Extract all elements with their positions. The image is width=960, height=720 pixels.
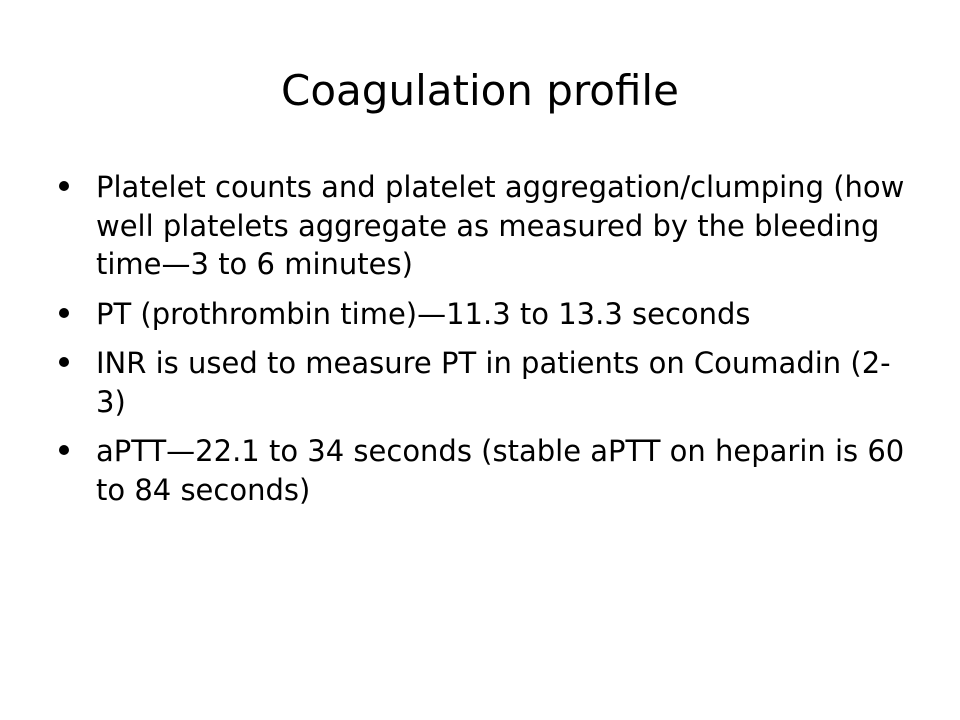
bullet-list bbox=[96, 168, 906, 520]
bullet-item-platelets bbox=[96, 168, 906, 284]
bullet-dot-icon bbox=[59, 308, 69, 318]
bullet-dot-icon bbox=[59, 357, 69, 367]
bullet-dot-icon bbox=[59, 445, 69, 455]
bullet-item-inr bbox=[96, 344, 906, 421]
bullet-dot-icon bbox=[59, 181, 69, 191]
bullet-item-aptt bbox=[96, 432, 906, 509]
bullet-item-pt bbox=[96, 295, 906, 334]
bullet-text: aPTT—22.1 to 34 seconds (stable aPTT on heparin is 60 to 84 seconds) bbox=[96, 434, 905, 507]
slide-title: Coagulation profile bbox=[281, 66, 679, 115]
bullet-text: PT (prothrombin time)—11.3 to 13.3 seconds bbox=[96, 296, 751, 331]
bullet-text: INR is used to measure PT in patients on Coumadin (2-3) bbox=[96, 346, 891, 419]
bullet-text: Platelet counts and platelet aggregation/clumping (how well platelets aggregate as measured by the bleeding time—3 to 6 minutes) bbox=[96, 170, 905, 281]
